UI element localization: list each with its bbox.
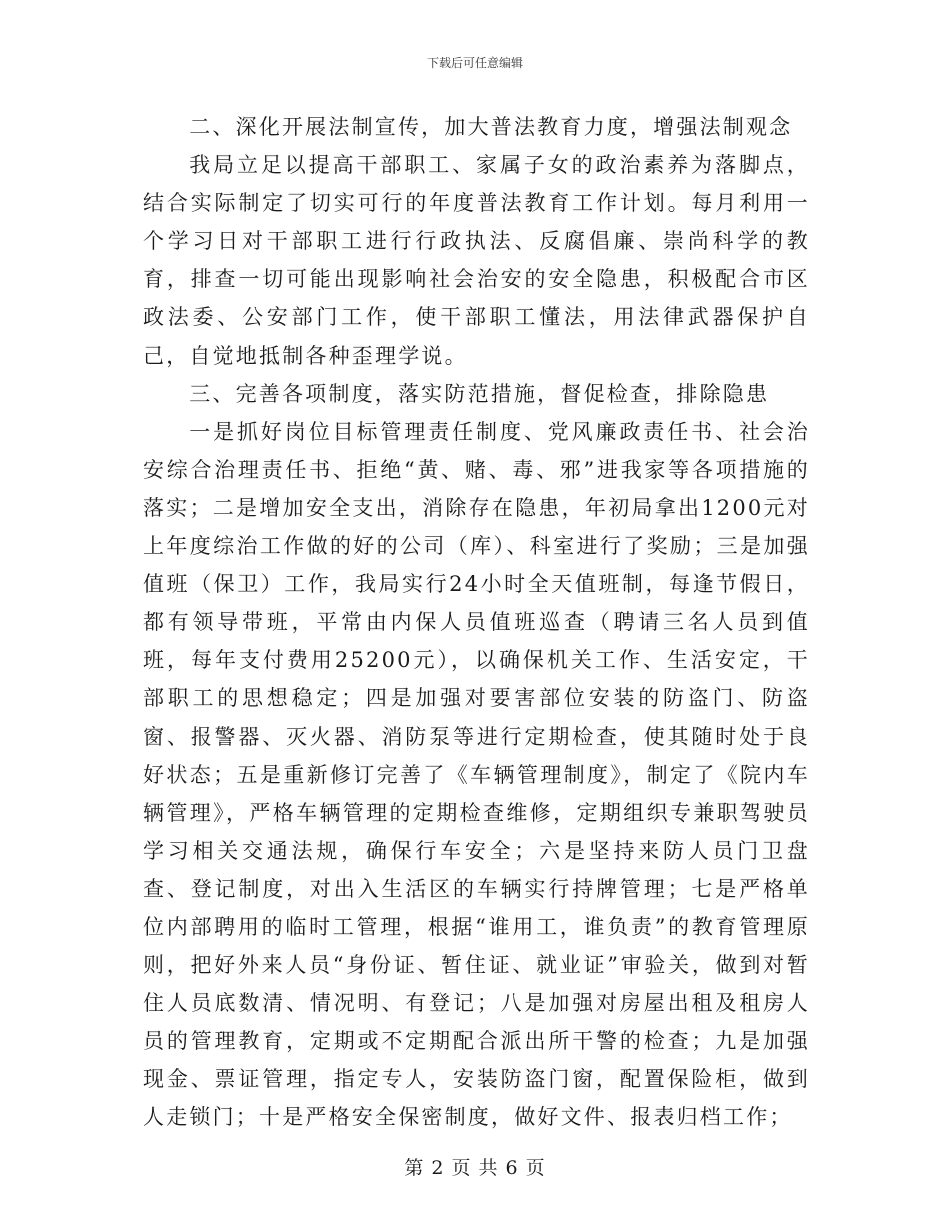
body-paragraph: 一是抓好岗位目标管理责任制度、党风廉政责任书、社会治安综合治理责任书、拒绝“黄、赌、毒、邪”进我家等各项措施的落实；二是增加安全支出，消除存在隐患，年初局拿出1200元对上年度综治工作做的好的公司（库）、科室进行了奖励；三是加强值班（保卫）工作，我局实行24小时全天值班制，每逢节假日，都有领导带班，平常由内保人员值班巡查（聘请三名人员到值班，每年支付费用25200元），以确保机关工作、生活安定，干部职工的思想稳定；四是加强对要害部位安装的防盗门、防盗窗、报警器、灭火器、消防泵等进行定期检查，使其随时处于良好状态；五是重新修订完善了《车辆管理制度》，制定了《院内车辆管理》，严格车辆管理的定期检查维修，定期组织专兼职驾驶员学习相关交通法规，确保行车安全；六是坚持来防人员门卫盘查、登记制度，对出入生活区的车辆实行持牌管理；七是严格单位内部聘用的临时工管理，根据“谁用工，谁负责”的教育管理原则，把好外来人员“身份证、暂住证、就业证”审验关，做到对暂住人员底数清、情况明、有登记；八是加强对房屋出租及租房人员的管理教育，定期或不定期配合派出所干警的检查；九是加强现金、票证管理，指定专人，安装防盗门窗，配置保险柜，做到人走锁门；十是严格安全保密制度，做好文件、报表归档工作； (143, 419, 810, 1130)
section-heading-2: 二、深化开展法制宣传，加大普法教育力度，增强法制观念 (189, 115, 793, 139)
section-heading-3: 三、完善各项制度，落实防范措施，督促检查，排除隐患 (189, 381, 770, 406)
document-body (143, 108, 810, 1137)
page-number: 第 2 页 共 6 页 (404, 1157, 546, 1179)
body-paragraph: 我局立足以提高干部职工、家属子女的政治素养为落脚点，结合实际制定了切实可行的年度普法教育工作计划。每月利用一个学习日对干部职工进行行政执法、反腐倡廉、崇尚科学的教育，排查一切可能出现影响社会治安的安全隐患，积极配合市区政法委、公安部门工作，使干部职工懂法，用法律武器保护自己，自觉地抵制各种歪理学说。 (143, 153, 810, 368)
page-header: 下载后可任意编辑 (426, 56, 523, 70)
